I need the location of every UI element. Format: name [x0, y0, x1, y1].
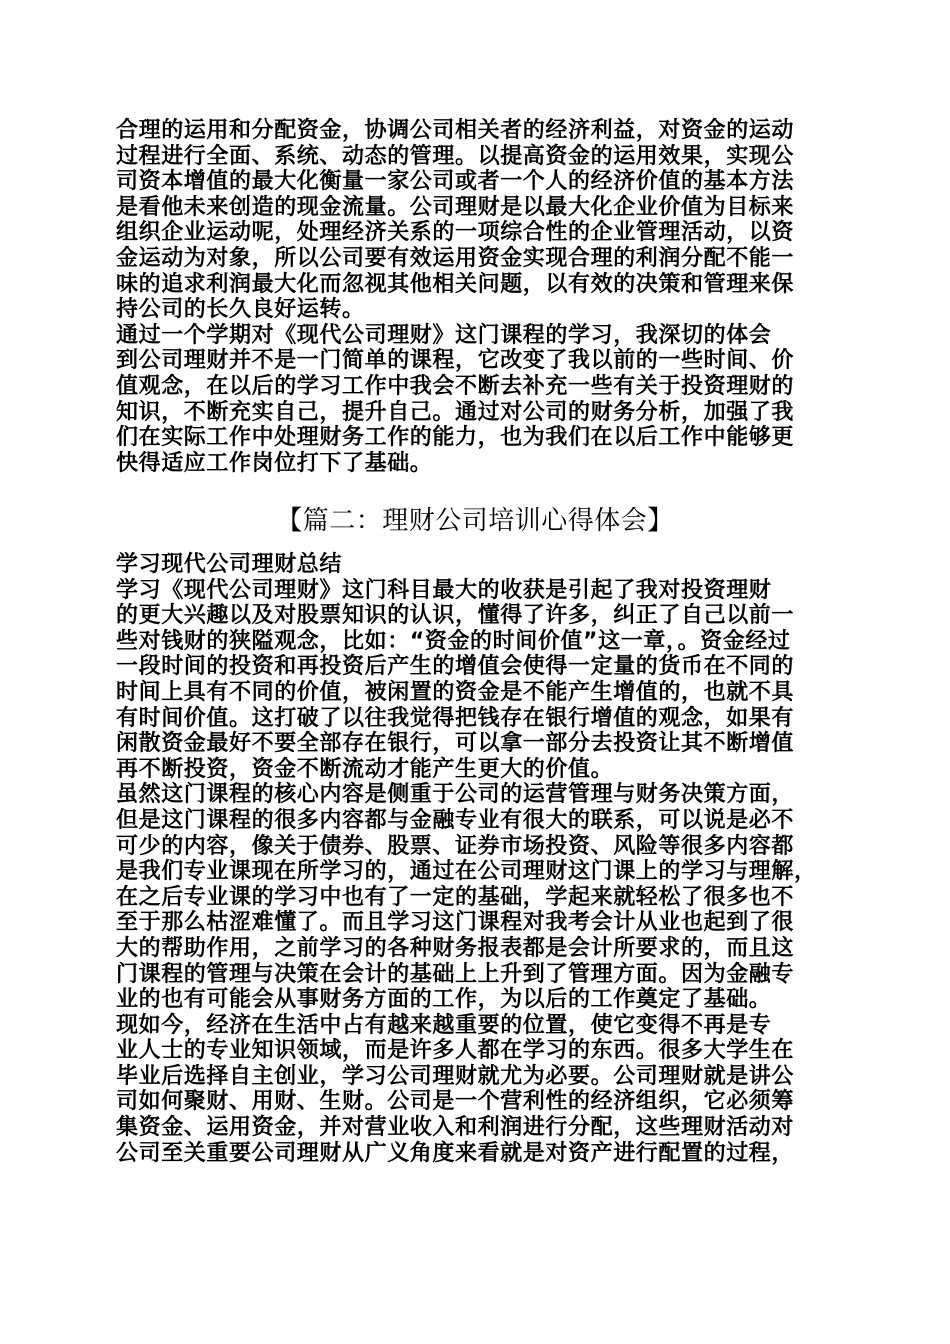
text-line: 些对钱财的狭隘观念，比如：“资金的时间价值”这一章，。资金经过: [116, 628, 791, 654]
text-line: 再不断投资，资金不断流动才能产生更大的价值。: [116, 756, 614, 782]
text-line: 司如何聚财、用财、生财。公司是一个营利性的经济组织，它必须筹: [116, 1089, 795, 1115]
text-line: 快得适应工作岗位打下了基础。: [116, 450, 433, 476]
text-line: 集资金、运用资金，并对营业收入和利润进行分配，这些理财活动对: [116, 1115, 795, 1141]
text-line: 值观念，在以后的学习工作中我会不断去补充一些有关于投资理财的: [116, 373, 795, 399]
text-line: 门课程的管理与决策在会计的基础上上升到了管理方面。因为金融专: [116, 961, 795, 987]
subheading: 学习现代公司理财总结: [116, 552, 343, 577]
text-line: 至于那么枯涩难懂了。而且学习这门课程对我考会计从业也起到了很: [116, 910, 795, 936]
text-line: 味的追求利润最大化而忽视其他相关问题，以有效的决策和管理来保: [116, 271, 795, 297]
text-line: 时间上具有不同的价值，被闲置的资金是不能产生增值的，也就不具: [116, 679, 795, 705]
text-line: 是我们专业课现在所学习的，通过在公司理财这门课上的学习与理解，: [116, 859, 817, 885]
text-line: 学习《现代公司理财》这门科目最大的收获是引起了我对投资理财: [116, 577, 772, 603]
text-line: 知识，不断充实自己，提升自己。通过对公司的财务分析，加强了我: [116, 399, 795, 425]
text-line: 公司至关重要公司理财从广义角度来看就是对资产进行配置的过程，: [116, 1140, 795, 1166]
text-line: 有时间价值。这打破了以往我觉得把钱存在银行增值的观念，如果有: [116, 705, 795, 731]
text-line: 是看他未来创造的现金流量。公司理财是以最大化企业价值为目标来: [116, 194, 795, 220]
text-line: 在之后专业课的学习中也有了一定的基础，学起来就轻松了很多也不: [116, 884, 795, 910]
text-line: 但是这门课程的很多内容都与金融专业有很大的联系，可以说是必不: [116, 807, 795, 833]
text-line: 们在实际工作中处理财务工作的能力，也为我们在以后工作中能够更: [116, 425, 795, 451]
text-line: 金运动为对象，所以公司要有效运用资金实现合理的利润分配不能一: [116, 245, 795, 271]
text-line: 过程进行全面、系统、动态的管理。以提高资金的运用效果，实现公: [116, 143, 795, 169]
text-line: 持公司的长久良好运转。: [116, 297, 365, 323]
text-line: 司资本增值的最大化衡量一家公司或者一个人的经济价值的基本方法: [116, 169, 795, 195]
body-text-block-2: [116, 552, 838, 1166]
text-line: 组织企业运动呢，处理经济关系的一项综合性的企业管理活动，以资: [116, 220, 795, 246]
text-line: 毕业后选择自主创业，学习公司理财就尤为必要。公司理财就是讲公: [116, 1063, 795, 1089]
text-line: 大的帮助作用，之前学习的各种财务报表都是会计所要求的，而且这: [116, 935, 795, 961]
text-line: 通过一个学期对《现代公司理财》这门课程的学习，我深切的体会: [116, 322, 772, 348]
text-line: 现如今，经济在生活中占有越来越重要的位置，使它变得不再是专: [116, 1012, 772, 1038]
text-line: 闲散资金最好不要全部存在银行，可以拿一部分去投资让其不断增值: [116, 731, 795, 757]
text-line: 业人士的专业知识领域，而是许多人都在学习的东西。很多大学生在: [116, 1038, 795, 1064]
body-text-block-1: [116, 118, 838, 476]
text-line: 一段时间的投资和再投资后产生的增值会使得一定量的货币在不同的: [116, 654, 795, 680]
text-line: 可少的内容，像关于债券、股票、证券市场投资、风险等很多内容都: [116, 833, 795, 859]
section-heading: 【篇二：理财公司培训心得体会】: [276, 506, 674, 536]
text-line: 业的也有可能会从事财务方面的工作，为以后的工作奠定了基础。: [116, 987, 772, 1013]
text-line: 虽然这门课程的核心内容是侧重于公司的运营管理与财务决策方面，: [116, 782, 795, 808]
text-line: 到公司理财并不是一门简单的课程，它改变了我以前的一些时间、价: [116, 348, 795, 374]
text-line: 合理的运用和分配资金，协调公司相关者的经济利益，对资金的运动: [116, 118, 795, 143]
text-line: 的更大兴趣以及对股票知识的认识，懂得了许多，纠正了自己以前一: [116, 603, 795, 629]
